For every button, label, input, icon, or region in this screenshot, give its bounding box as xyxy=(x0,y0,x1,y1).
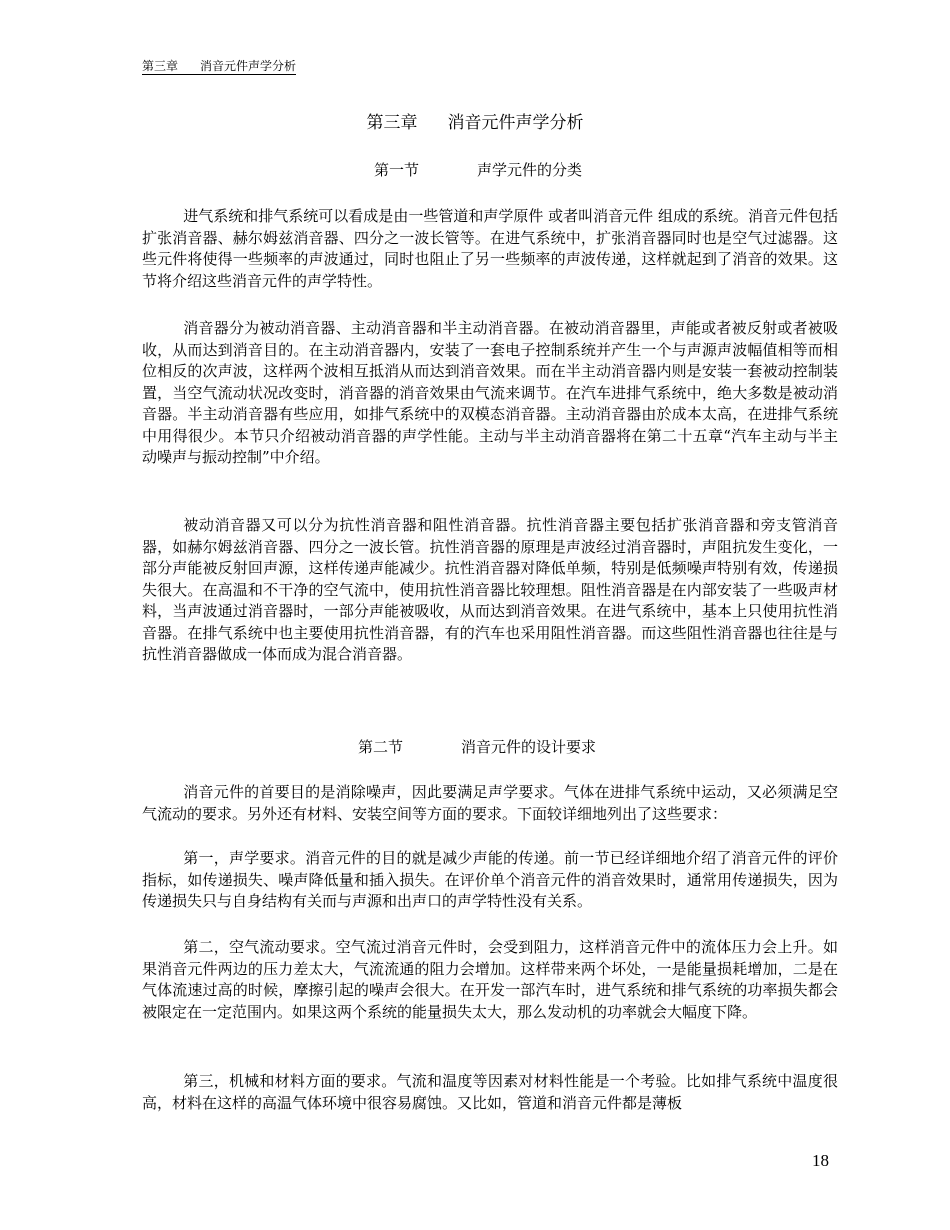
section-1-number: 第一节 xyxy=(374,161,420,179)
section-2-number: 第二节 xyxy=(358,738,404,756)
section-1-name: 声学元件的分类 xyxy=(477,161,583,179)
running-header-chapter: 第三章 xyxy=(142,59,179,73)
section-2-paragraph-4: 第三，机械和材料方面的要求。气流和温度等因素对材料性能是一个考验。比如排气系统中温度很高，材料在这样的高温气体环境中很容易腐蚀。又比如，管道和消音元件都是薄板 xyxy=(142,1072,838,1112)
page-number: 18 xyxy=(812,1151,829,1170)
section-2-paragraph-2: 第一，声学要求。消音元件的目的就是减少声能的传递。前一节已经详细地介绍了消音元件的评价指标，如传递损失、噪声降低量和插入损失。在评价单个消音元件的消音效果时，通常用传递损失，因为传递损失只与自身结构有关而与声源和出声口的声学特性没有关系。 xyxy=(142,849,838,910)
section-2-paragraph-1: 消音元件的首要目的是消除噪声，因此要满足声学要求。气体在进排气系统中运动，又必须满足空气流动的要求。另外还有材料、安装空间等方面的要求。下面较详细地列出了这些要求： xyxy=(142,783,838,823)
chapter-title xyxy=(0,112,950,134)
section-2-paragraph-3: 第二，空气流动要求。空气流过消音元件时，会受到阻力，这样消音元件中的流体压力会上升。如果消音元件两边的压力差太大，气流流通的阻力会增加。这样带来两个坏处，一是能量损耗增加，二是在气体流速过高的时候，摩擦引起的噪声会很大。在开发一部汽车时，进气系统和排气系统的功率损失都会被限定在一定范围内。如果这两个系统的能量损失太大，那么发动机的功率就会大幅度下降。 xyxy=(142,938,838,1021)
section-1-paragraph-1: 进气系统和排气系统可以看成是由一些管道和声学原件 或者叫消音元件 组成的系统。消音元件包括扩张消音器、赫尔姆兹消音器、四分之一波长管等。在进气系统中，扩张消音器同时也是空气过滤器。这些元件将使得一些频率的声波通过，同时也阻止了另一些频率的声波传递，这样就起到了消音的效果。这节将介绍这些消音元件的声学特性。 xyxy=(142,207,838,290)
chapter-number: 第三章 xyxy=(366,113,418,133)
section-1-paragraph-2: 消音器分为被动消音器、主动消音器和半主动消音器。在被动消音器里，声能或者被反射或者被吸收，从而达到消音目的。在主动消音器内，安装了一套电子控制系统并产生一个与声源声波幅值相等而相位相反的次声波，这样两个波相互抵消从而达到消音效果。而在半主动消音器内则是安装一套被动控制装置，当空气流动状况改变时，消音器的消音效果由气流来调节。在汽车进排气系统中，绝大多数是被动消音器。半主动消音器有些应用，如排气系统中的双模态消音器。主动消音器由於成本太高，在进排气系统中用得很少。本节只介绍被动消音器的声学性能。主动与半主动消音器将在第二十五章“汽车主动与半主动噪声与振动控制”中介绍。 xyxy=(142,319,838,466)
running-header xyxy=(142,58,296,75)
chapter-name: 消音元件声学分析 xyxy=(447,113,584,133)
section-2-title xyxy=(358,737,596,757)
section-2-name: 消音元件的设计要求 xyxy=(461,738,597,756)
section-1-paragraph-3: 被动消音器又可以分为抗性消音器和阻性消音器。抗性消音器主要包括扩张消音器和旁支管消音器，如赫尔姆兹消音器、四分之一波长管。抗性消音器的原理是声波经过消音器时，声阻抗发生变化，一部分声能被反射回声源，这样传递声能减少。抗性消音器对降低单频，特别是低频噪声特别有效，传递损失很大。在高温和不干净的空气流中，使用抗性消音器比较理想。阻性消音器是在内部安装了一些吸声材料，当声波通过消音器时，一部分声能被吸收，从而达到消音效果。在进气系统中，基本上只使用抗性消音器。在排气系统中也主要使用抗性消音器，有的汽车也采用阻性消音器。而这些阻性消音器也往往是与抗性消音器做成一体而成为混合消音器。 xyxy=(142,516,838,663)
section-1-title xyxy=(374,160,582,180)
running-header-title: 消音元件声学分析 xyxy=(200,59,297,73)
